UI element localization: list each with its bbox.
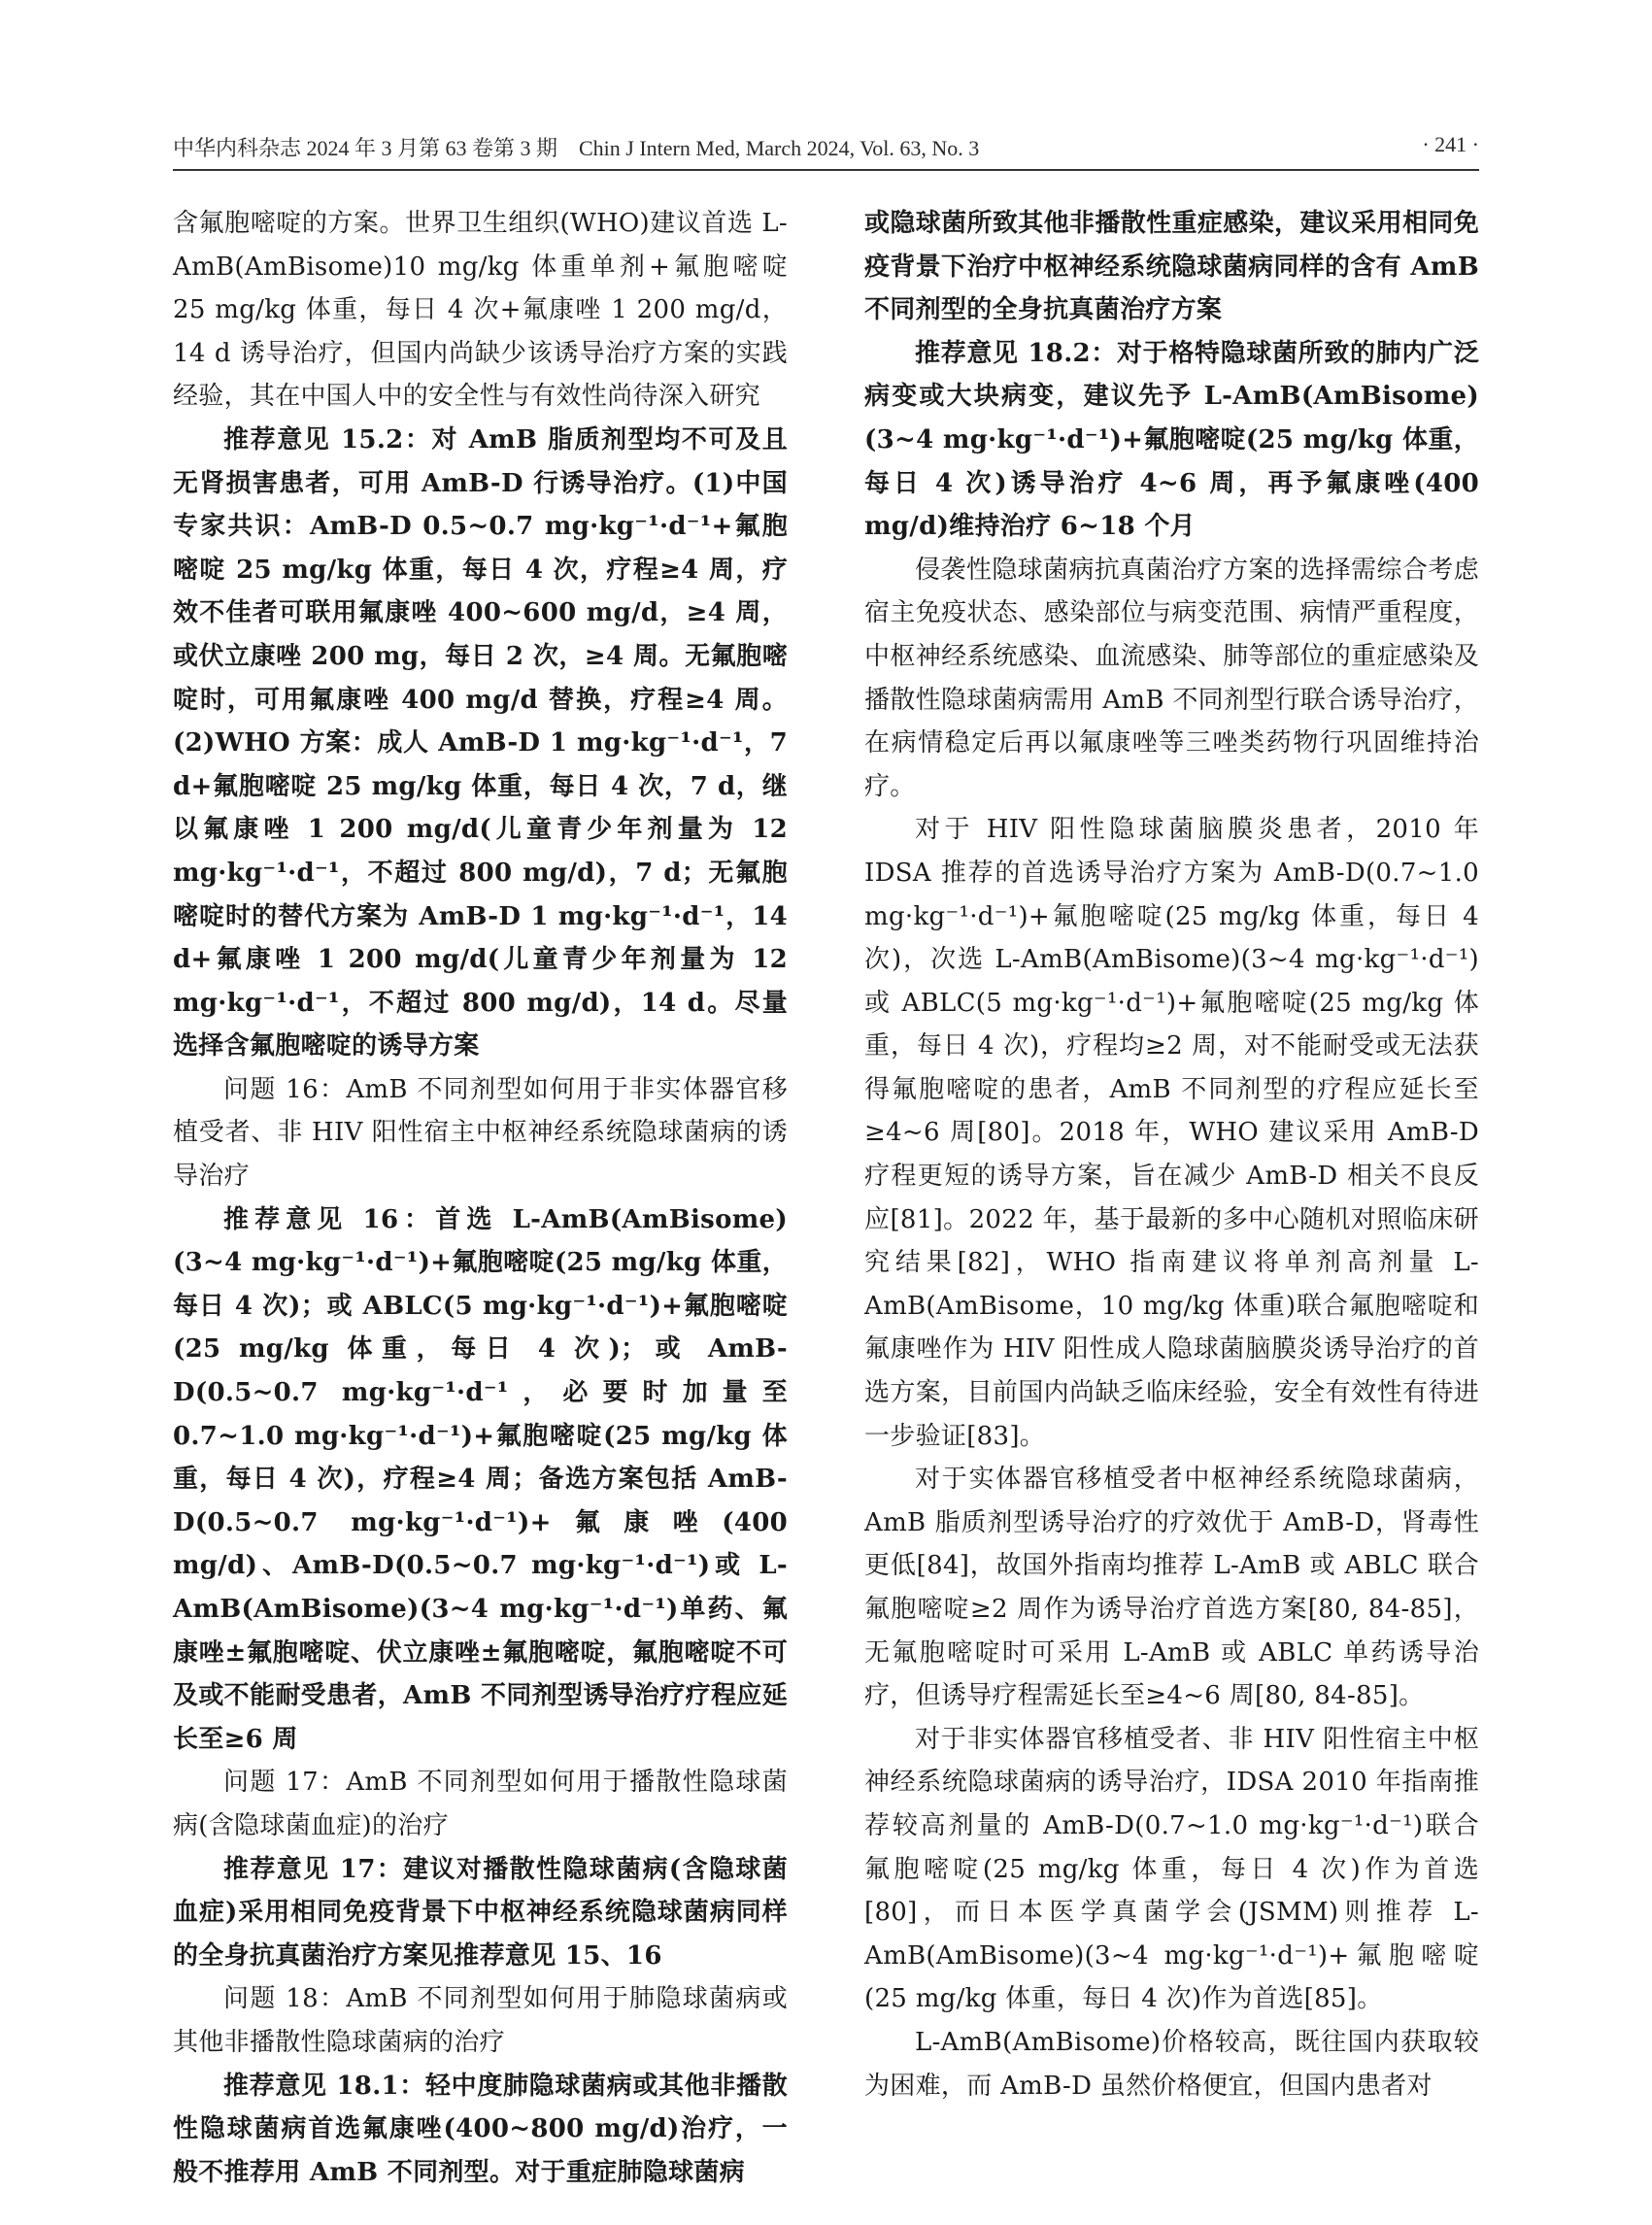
recommendation-17: 推荐意见 17：建议对播散性隐球菌病(含隐球菌血症)采用相同免疫背景下中枢神经系统隐球菌病同样的全身抗真菌治疗方案见推荐意见 15、16 (173, 1854, 788, 1971)
left-column (173, 202, 788, 2187)
running-header (173, 132, 1479, 171)
paragraph: 对于 HIV 阳性隐球菌脑膜炎患者，2010 年 IDSA 推荐的首选诱导治疗方案为 AmB-D(0.7~1.0 mg·kg⁻¹·d⁻¹)+氟胞嘧啶(25 mg/kg 体重，每日 4 次)，次选 L-AmB(AmBisome)(3~4 mg·kg⁻¹·d⁻¹)或 ABLC(5 mg·kg⁻¹·d⁻¹)+氟胞嘧啶(25 mg/kg 体重，每日 4 次)，疗程均≥2 周，对不能耐受或无法获得氟胞嘧啶的患者，AmB 不同剂型的疗程应延长至≥4~6 周[80]。2018 年，WHO 建议采用 AmB-D 疗程更短的诱导方案，旨在减少 AmB-D 相关不良反应[81]。2022 年，基于最新的多中心随机对照临床研究结果[82]，WHO 指南建议将单剂高剂量 L-AmB(AmBisome，10 mg/kg 体重)联合氟胞嘧啶和氟康唑作为 HIV 阳性成人隐球菌脑膜炎诱导治疗的首选方案，目前国内尚缺乏临床经验，安全有效性有待进一步验证[83]。 (864, 815, 1479, 1451)
paragraph: 对于非实体器官移植受者、非 HIV 阳性宿主中枢神经系统隐球菌病的诱导治疗，IDSA 2010 年指南推荐较高剂量的 AmB-D(0.7~1.0 mg·kg⁻¹·d⁻¹)联合氟胞嘧啶(25 mg/kg 体重，每日 4 次)作为首选[80]，而日本医学真菌学会(JSMM)则推荐 L-AmB(AmBisome)(3~4 mg·kg⁻¹·d⁻¹)+氟胞嘧啶(25 mg/kg 体重，每日 4 次)作为首选[85]。 (864, 1724, 1479, 2014)
paragraph: 含氟胞嘧啶的方案。世界卫生组织(WHO)建议首选 L-AmB(AmBisome)10 mg/kg 体重单剂+氟胞嘧啶 25 mg/kg 体重，每日 4 次+氟康唑 1 200 mg/d，14 d 诱导治疗，但国内尚缺少该诱导治疗方案的实践经验，其在中国人中的安全性与有效性尚待深入研究 (173, 209, 788, 412)
question-18: 问题 18：AmB 不同剂型如何用于肺隐球菌病或其他非播散性隐球菌病的治疗 (173, 1984, 788, 2057)
page-number: · 241 · (1422, 132, 1479, 156)
recommendation-18-2: 推荐意见 18.2：对于格特隐球菌所致的肺内广泛病变或大块病变，建议先予 L-AmB(AmBisome)(3~4 mg·kg⁻¹·d⁻¹)+氟胞嘧啶(25 mg/kg 体重，每日 4 次)诱导治疗 4~6 周，再予氟康唑(400 mg/d)维持治疗 6~18 个月 (864, 338, 1479, 542)
paragraph: 侵袭性隐球菌病抗真菌治疗方案的选择需综合考虑宿主免疫状态、感染部位与病变范围、病情严重程度，中枢神经系统感染、血流感染、肺等部位的重症感染及播散性隐球菌病需用 AmB 不同剂型行联合诱导治疗，在病情稳定后再以氟康唑等三唑类药物行巩固维持治疗。 (864, 555, 1479, 801)
paragraph: 对于实体器官移植受者中枢神经系统隐球菌病，AmB 脂质剂型诱导治疗的疗效优于 AmB-D，肾毒性更低[84]，故国外指南均推荐 L-AmB 或 ABLC 联合氟胞嘧啶≥2 周作为诱导治疗首选方案[80, 84-85]，无氟胞嘧啶时可采用 L-AmB 或 ABLC 单药诱导治疗，但诱导疗程需延长至≥4~6 周[80, 84-85]。 (864, 1465, 1479, 1711)
question-17: 问题 17：AmB 不同剂型如何用于播散性隐球菌病(含隐球菌血症)的治疗 (173, 1768, 788, 1840)
question-16: 问题 16：AmB 不同剂型如何用于非实体器官移植受者、非 HIV 阳性宿主中枢神经系统隐球菌病的诱导治疗 (173, 1074, 788, 1192)
recommendation-15-2: 推荐意见 15.2：对 AmB 脂质剂型均不可及且无肾损害患者，可用 AmB-D 行诱导治疗。(1)中国专家共识：AmB-D 0.5~0.7 mg·kg⁻¹·d⁻¹+氟胞嘧啶 25 mg/kg 体重，每日 4 次，疗程≥4 周，疗效不佳者可联用氟康唑 400~600 mg/d，≥4 周，或伏立康唑 200 mg，每日 2 次，≥4 周。无氟胞嘧啶时，可用氟康唑 400 mg/d 替换，疗程≥4 周。(2)WHO 方案：成人 AmB-D 1 mg·kg⁻¹·d⁻¹，7 d+氟胞嘧啶 25 mg/kg 体重，每日 4 次，7 d，继以氟康唑 1 200 mg/d(儿童青少年剂量为 12 mg·kg⁻¹·d⁻¹，不超过 800 mg/d)，7 d；无氟胞嘧啶时的替代方案为 AmB-D 1 mg·kg⁻¹·d⁻¹，14 d+氟康唑 1 200 mg/d(儿童青少年剂量为 12 mg·kg⁻¹·d⁻¹，不超过 800 mg/d)，14 d。尽量选择含氟胞嘧啶的诱导方案 (173, 424, 788, 1062)
recommendation-18-1-cont: 或隐球菌所致其他非播散性重症感染，建议采用相同免疫背景下治疗中枢神经系统隐球菌病同样的含有 AmB 不同剂型的全身抗真菌治疗方案 (864, 209, 1479, 325)
recommendation-16: 推荐意见 16：首选 L-AmB(AmBisome)(3~4 mg·kg⁻¹·d⁻¹)+氟胞嘧啶(25 mg/kg 体重，每日 4 次)；或 ABLC(5 mg·kg⁻¹·d⁻¹)+氟胞嘧啶(25 mg/kg 体重，每日 4 次)；或 AmB-D(0.5~0.7 mg·kg⁻¹·d⁻¹，必要时加量至 0.7~1.0 mg·kg⁻¹·d⁻¹)+氟胞嘧啶(25 mg/kg 体重，每日 4 次)，疗程≥4 周；备选方案包括 AmB-D(0.5~0.7 mg·kg⁻¹·d⁻¹)+氟康唑(400 mg/d)、AmB-D(0.5~0.7 mg·kg⁻¹·d⁻¹)或 L-AmB(AmBisome)(3~4 mg·kg⁻¹·d⁻¹)单药、氟康唑±氟胞嘧啶、伏立康唑±氟胞嘧啶，氟胞嘧啶不可及或不能耐受患者，AmB 不同剂型诱导治疗疗程应延长至≥6 周 (173, 1204, 788, 1754)
header-rule (173, 169, 1479, 171)
right-column (864, 202, 1479, 2164)
recommendation-18-1: 推荐意见 18.1：轻中度肺隐球菌病或其他非播散性隐球菌病首选氟康唑(400~800 mg/d)治疗，一般不推荐用 AmB 不同剂型。对于重症肺隐球菌病 (173, 2071, 788, 2187)
journal-citation: 中华内科杂志 2024 年 3 月第 63 卷第 3 期 Chin J Intern Med, March 2024, Vol. 63, No. 3 (173, 136, 980, 160)
paragraph: L-AmB(AmBisome)价格较高，既往国内获取较为困难，而 AmB-D 虽然价格便宜，但国内患者对 (864, 2027, 1479, 2101)
